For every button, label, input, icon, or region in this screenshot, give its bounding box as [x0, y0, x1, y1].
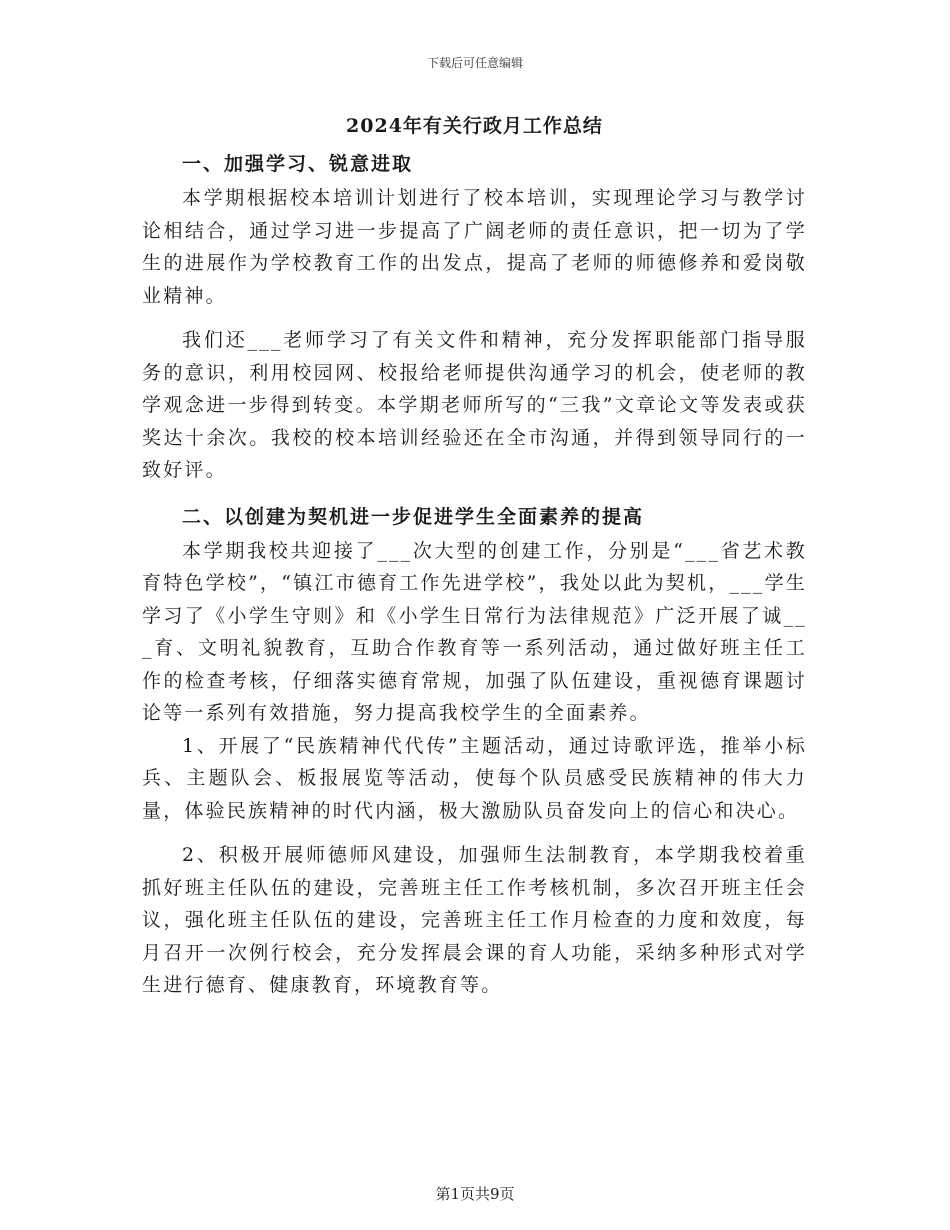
paragraph: 本学期根据校本培训计划进行了校本培训，实现理论学习与教学讨论相结合，通过学习进一步提高了广阔老师的责任意识，把一切为了学生的进展作为学校教育工作的出发点，提高了老师的师德修养和爱岗敬业精神。: [142, 187, 807, 307]
paragraph: 1、开展了“民族精神代代传”主题活动，通过诗歌评选，推举小标兵、主题队会、板报展览等活动，使每个队员感受民族精神的伟大力量，体验民族精神的时代内涵，极大激励队员奋发向上的信心和决心。: [142, 734, 807, 822]
paragraph: 本学期我校共迎接了___次大型的创建工作，分别是“___省艺术教育特色学校”，“镇江市德育工作先进学校”，我处以此为契机，___学生学习了《小学生守则》和《小学生日常行为法律规范》广泛开展了诚___育、文明礼貌教育，互助合作教育等一系列活动，通过做好班主任工作的检查考核，仔细落实德育常规，加强了队伍建设，重视德育课题讨论等一系列有效措施，努力提高我校学生的全面素养。: [142, 539, 807, 724]
section-heading-1: 一、加强学习、锐意进取: [182, 153, 414, 175]
document-title: 2024年有关行政月工作总结: [346, 115, 603, 137]
document-body: [142, 110, 807, 1002]
paragraph: 2、积极开展师德师风建设，加强师生法制教育，本学期我校着重抓好班主任队伍的建设，完善班主任工作考核机制，多次召开班主任会议，强化班主任队伍的建设，完善班主任工作月检查的力度和效度，每月召开一次例行校会，充分发挥晨会课的育人功能，采纳多种形式对学生进行德育、健康教育，环境教育等。: [142, 844, 807, 996]
paragraph: 我们还___老师学习了有关文件和精神，充分发挥职能部门指导服务的意识，利用校园网、校报给老师提供沟通学习的机会，使老师的教学观念进一步得到转变。本学期老师所写的“三我”文章论文等发表或获奖达十余次。我校的校本培训经验还在全市沟通，并得到领导同行的一致好评。: [142, 329, 807, 481]
header-note: 下载后可任意编辑: [426, 56, 523, 70]
section-heading-2: 二、以创建为契机进一步促进学生全面素养的提高: [182, 505, 645, 528]
page-indicator: 第1页共9页: [435, 1185, 515, 1203]
